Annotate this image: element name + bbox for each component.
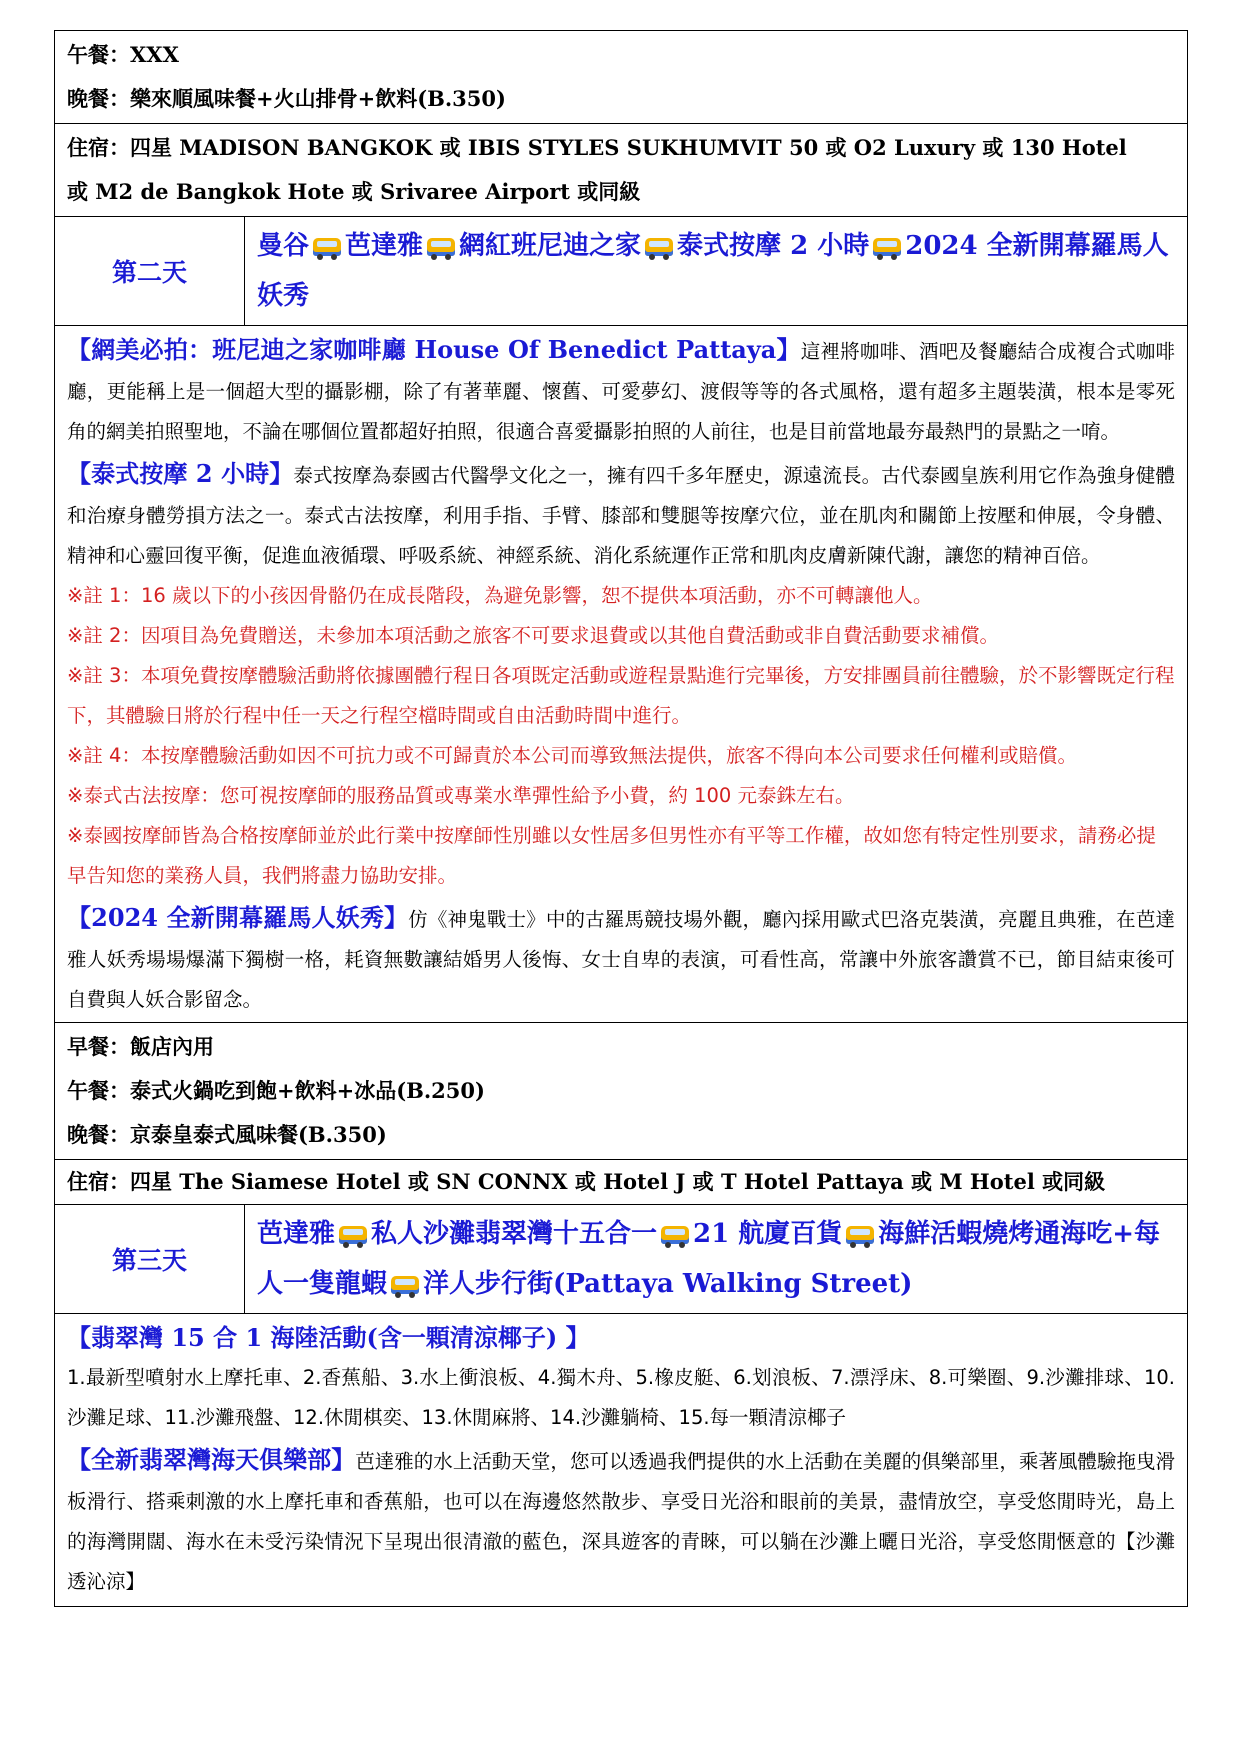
day2-hotel-row [55,1160,1188,1205]
day3-label: 第三天 [55,1205,245,1314]
note-3: ※註 3：本項免費按摩體驗活動將依據團體行程日各項既定活動或遊程景點進行完畢後，方安排團員前往體驗，於不影響既定行程下，其體驗日將於行程中任一天之行程空檔時間或自由活動時間中進行。 [67,664,1175,727]
itinerary-table [54,30,1188,1607]
massage-section [67,454,1175,576]
bus-icon [846,1226,874,1244]
day2-route [245,217,1188,326]
section-title: 【泰式按摩 2 小時】 [67,459,294,488]
section-title: 【全新翡翠灣海天俱樂部】 [67,1445,356,1474]
bus-icon [339,1226,367,1244]
day3-content-row [55,1314,1188,1607]
route-stop: 海鮮活蝦燒烤通海吃+每人一隻龍蝦 [257,1219,1161,1299]
breakfast-line: 早餐：飯店內用 [67,1034,214,1059]
route-stop: 洋人步行街(Pattaya Walking Street) [423,1269,913,1299]
benedict-section [67,330,1175,452]
hotel-line-2: 或 M2 de Bangkok Hote 或 Srivaree Airport 或同級 [67,179,641,204]
section-text: 芭達雅的水上活動天堂，您可以透過我們提供的水上活動在美麗的俱樂部里，乘著風體驗拖曳滑板滑行、搭乘刺激的水上摩托車和香蕉船，也可以在海邊悠然散步、享受日光浴和眼前的美景，盡情放空，享受悠閒時光，島上的海灣開闊、海水在未受污染情況下呈現出很清澈的藍色，深具遊客的青睞，可以躺在沙灘上曬日光浴，享受悠閒愜意的【沙灘透沁涼】 [67,1450,1175,1593]
route-stop: 泰式按摩 2 小時 [677,231,870,261]
bus-icon [661,1226,689,1244]
section-text: 這裡將咖啡、酒吧及餐廳結合成複合式咖啡廳，更能稱上是一個超大型的攝影棚，除了有著華麗、懷舊、可愛夢幻、渡假等等的各式風格，還有超多主題裝潢，根本是零死角的網美拍照聖地，不論在哪個位置都超好拍照，很適合喜愛攝影拍照的人前往，也是目前當地最夯最熱門的景點之一唷。 [67,340,1175,443]
day1-hotel-row [55,124,1188,217]
day2-header-row [55,217,1188,326]
route-stop: 2024 全新開幕羅馬人妖秀 [257,231,1169,311]
route-stop: 曼谷 [257,231,310,261]
bus-icon [645,238,673,256]
day2-label: 第二天 [55,217,245,326]
emerald-bay-club [67,1440,1175,1602]
route-stop: 網紅班尼迪之家 [459,231,642,261]
hotel-line: 住宿：四星 The Siamese Hotel 或 SN CONNX 或 Hotel J 或 T Hotel Pattaya 或 M Hotel 或同級 [67,1169,1106,1194]
day2-content-row [55,326,1188,1023]
route-stop: 芭達雅 [345,231,424,261]
route-stop: 21 航廈百貨 [693,1219,843,1249]
section-text: 仿《神鬼戰士》中的古羅馬競技場外觀，廳內採用歐式巴洛克裝潢，亮麗且典雅，在芭達雅人妖秀場場爆滿下獨樹一格，耗資無數讓結婚男人後悔、女士自卑的表演，可看性高，常讓中外旅客讚賞不已，節目結束後可自費與人妖合影留念。 [67,908,1175,1011]
day1-meals-row [55,31,1188,124]
note-1: ※註 1：16 歲以下的小孩因骨骼仍在成長階段，為避免影響，恕不提供本項活動，亦不可轉讓他人。 [67,584,933,607]
dinner-line: 晚餐：樂來順風味餐+火山排骨+飲料(B.350) [67,86,506,111]
note-tip: ※泰式古法按摩：您可視按摩師的服務品質或專業水準彈性給予小費，約 100 元泰銖左右。 [67,784,855,807]
route-stop: 私人沙灘翡翠灣十五合一 [371,1219,658,1249]
roman-show-section [67,898,1175,1020]
section-text: 泰式按摩為泰國古代醫學文化之一，擁有四千多年歷史，源遠流長。古代泰國皇族利用它作為強身健體和治療身體勞損方法之一。泰式古法按摩，利用手指、手臂、膝部和雙腿等按摩穴位，並在肌肉和關節上按壓和伸展，令身體、精神和心靈回復平衡，促進血液循環、呼吸系統、神經系統、消化系統運作正常和肌肉皮膚新陳代謝，讓您的精神百倍。 [67,464,1175,567]
day2-meals-row [55,1023,1188,1160]
itinerary-sheet [54,30,1187,1607]
bus-icon [313,238,341,256]
section-text: 1.最新型噴射水上摩托車、2.香蕉船、3.水上衝浪板、4.獨木舟、5.橡皮艇、6.划浪板、7.漂浮床、8.可樂圈、9.沙灘排球、10.沙灘足球、11.沙灘飛盤、12.休閒棋奕、13.休閒麻將、14.沙灘躺椅、15.每一顆清涼椰子 [67,1366,1175,1429]
lunch-line: 午餐：XXX [67,42,179,67]
bus-icon [427,238,455,256]
section-title: 【網美必拍：班尼迪之家咖啡廳 House Of Benedict Pattaya】 [67,335,801,364]
bus-icon [873,238,901,256]
section-title: 【2024 全新開幕羅馬人妖秀】 [67,903,409,932]
emerald-bay-activities [67,1318,1175,1438]
day3-route [245,1205,1188,1314]
lunch-line: 午餐：泰式火鍋吃到飽+飲料+冰品(B.250) [67,1078,485,1103]
note-4: ※註 4：本按摩體驗活動如因不可抗力或不可歸責於本公司而導致無法提供，旅客不得向本公司要求任何權利或賠償。 [67,744,1077,767]
section-title: 【翡翠灣 15 合 1 海陸活動(含一顆清涼椰子) 】 [67,1323,590,1352]
note-2: ※註 2：因項目為免費贈送，未參加本項活動之旅客不可要求退費或以其他自費活動或非自費活動要求補償。 [67,624,999,647]
bus-icon [391,1276,419,1294]
route-stop: 芭達雅 [257,1219,336,1249]
dinner-line: 晚餐：京泰皇泰式風味餐(B.350) [67,1122,387,1147]
hotel-line-1: 住宿：四星 MADISON BANGKOK 或 IBIS STYLES SUKHUMVIT 50 或 O2 Luxury 或 130 Hotel [67,135,1127,160]
day3-header-row [55,1205,1188,1314]
note-gender: ※泰國按摩師皆為合格按摩師並於此行業中按摩師性別雖以女性居多但男性亦有平等工作權，故如您有特定性別要求，請務必提早告知您的業務人員，我們將盡力協助安排。 [67,824,1156,887]
